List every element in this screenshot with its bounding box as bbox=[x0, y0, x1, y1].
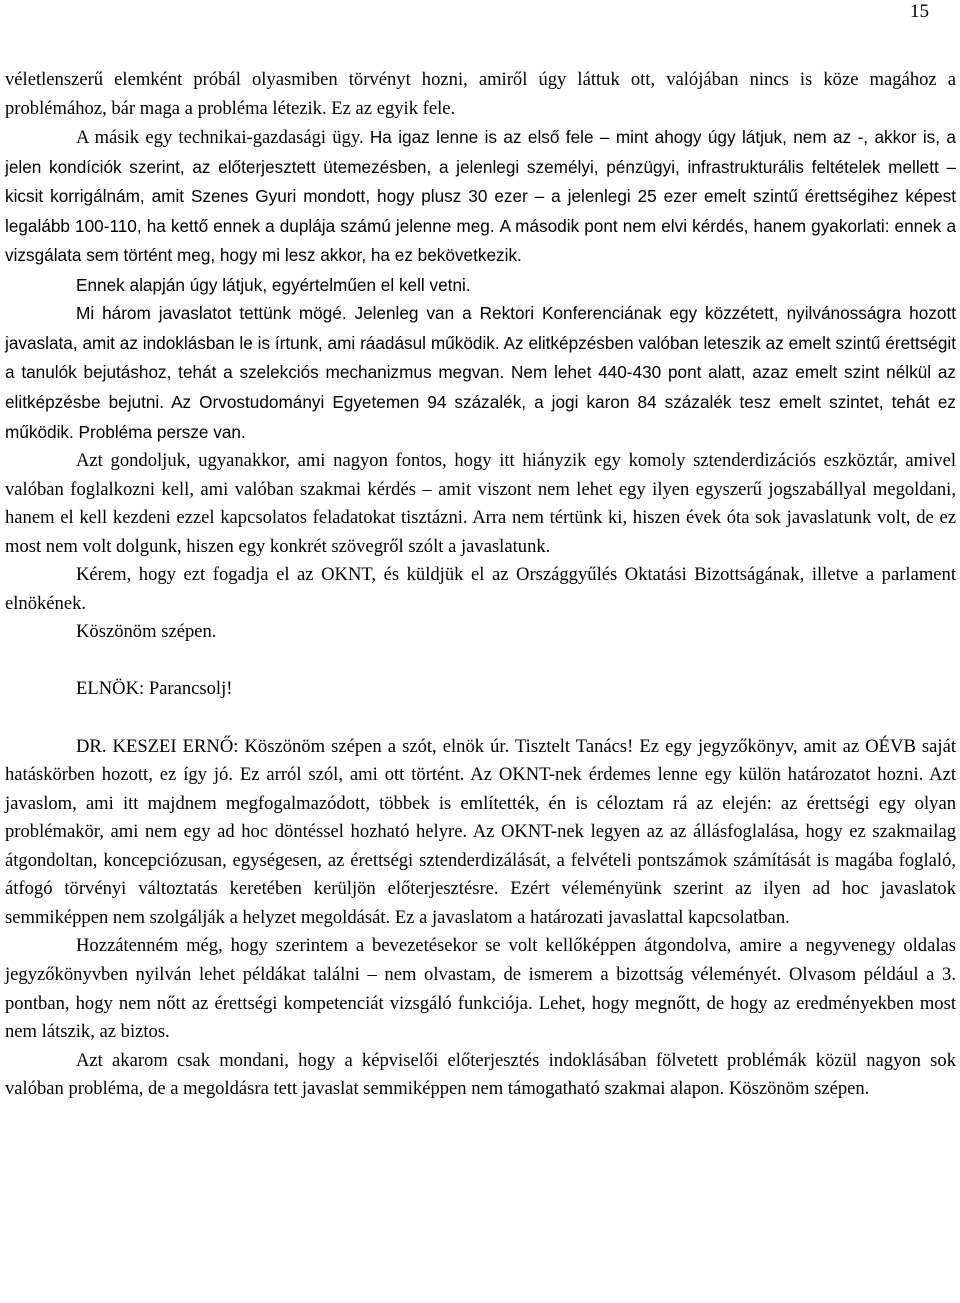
paragraph-part: A második pont nem elvi kérdés, hanem gyakorlati: ennek a vizsgálata sem történt meg, hogy mi lesz akkor, ha ez bekövetkezik. bbox=[5, 215, 956, 266]
paragraph bbox=[5, 123, 956, 271]
paragraph bbox=[5, 299, 956, 447]
paragraph: Azt gondoljuk, ugyanakkor, ami nagyon fontos, hogy itt hiányzik egy komoly sztenderdizációs eszköztár, amivel valóban foglalkozni kell, ami valóban szakmai kérdés – amit viszont nem lehet egy ilyen egyszerű jogszabállyal megoldani, hanem el kell kezdeni ezzel kapcsolatos feladatokat tisztázni. Arra nem tértünk ki, hiszen évek óta sok javaslatunk volt, de ez most nem volt dolgunk, hiszen egy konkrét szövegről szólt a javaslatunk. bbox=[5, 450, 956, 557]
paragraph-part: Jelenleg van a Rektori Konferenciának egy közzétett, nyilvánosságra hozott javaslata, amit az indoklásban le is írtunk, ami ráadásul működik. Az elitképzésben valóban leteszik az emelt szintű érettségit a tanulók bejutáshoz, tehát a szelekciós mechanizmus megvan. Nem lehet 440-430 pont alatt, azaz emelt szint nélkül az elitképzésbe bejutni. Az Orvostudományi Egyetemen 94 százalék, a jogi karon 84 százalék tesz emelt szintet, tehát ez működik. Probléma persze van. bbox=[5, 303, 956, 442]
paragraph-part: Ha igaz lenne is az első fele – mint ahogy úgy látjuk, nem az -, akkor is, a jelen kondíciók szerint, az előterjesztett ütemezésben, a jelenlegi személyi, pénzügyi, infrastrukturális feltételek mellett – kicsit korrigálnám, amit Szenes Gyuri mondott, hogy plusz 30 ezer – a jelenlegi 25 ezer emelt szintű érettségihez képest legalább 100-110, ha kettő ennek a duplája számú jelenne meg. bbox=[5, 127, 956, 236]
paragraph: Kérem, hogy ezt fogadja el az OKNT, és küldjük el az Országgyűlés Oktatási Bizottságának, illetve a parlament elnökének. bbox=[5, 564, 956, 614]
spacer bbox=[5, 647, 956, 676]
paragraph: ELNÖK: Parancsolj! bbox=[76, 678, 233, 700]
paragraph: Ennek alapján úgy látjuk, egyértelműen el kell vetni. bbox=[76, 274, 471, 295]
paragraph: Köszönöm szépen. bbox=[76, 621, 217, 643]
paragraph-part: A másik egy technikai-gazdasági ügy. bbox=[76, 127, 364, 149]
paragraph: véletlenszerű elemként próbál olyasmiben törvényt hozni, amiről úgy láttuk ott, valójában nincs is köze magához a problémához, bár maga a probléma létezik. Ez az egyik fele. bbox=[5, 69, 956, 119]
page-number: 15 bbox=[910, 1, 929, 22]
paragraph: Azt akarom csak mondani, hogy a képviselői előterjesztés indoklásában fölvetett problémák közül nagyon sok valóban probléma, de a megoldásra tett javaslat semmiképpen nem támogatható szakmai alapon. Köszönöm szépen. bbox=[5, 1049, 956, 1100]
document-body bbox=[5, 66, 956, 1104]
paragraph: DR. KESZEI ERNŐ: Köszönöm szépen a szót, elnök úr. Tisztelt Tanács! Ez egy jegyzőkönyv, amit az OÉVB saját hatáskörben hozott, ez így jó. Ez arról szól, ami ott történt. Az OKNT-nek érdemes lenne egy külön határozatot hozni. Azt javaslom, ami itt majdnem megfogalmazódott, többek is említették, én is céloztam rá az elején: az érettségi egy olyan problémakör, ami nem egy ad hoc döntéssel hozható helyre. Az OKNT-nek legyen az az állásfoglalása, hogy ez szakmailag átgondoltan, koncepciózusan, egységesen, az érettségi sztenderdizálását, a felvételi pontszámok számítását is magába foglaló, átfogó törvényi változtatás keretében kerüljön előterjesztésre. Ezért véleményünk szerint az ilyen ad hoc javaslatok semmiképpen nem szolgálják a helyzet megoldását. Ez a javaslatom a határozati javaslattal kapcsolatban. bbox=[5, 735, 956, 928]
paragraph-part: Mi három javaslatot tettünk mögé. bbox=[76, 303, 347, 324]
spacer bbox=[5, 704, 956, 733]
paragraph: Hozzátenném még, hogy szerintem a bevezetésekor se volt kellőképpen átgondolva, amire a negyvenegy oldalas jegyzőkönyvben nyilván lehet példákat találni – nem olvastam, de ismerem a bizottság véleményét. Olvasom például a 3. pontban, hogy nem nőtt az érettségi kompetenciát vizsgáló funkciója. Lehet, hogy megnőtt, de hogy az eredményekben most nem látszik, az biztos. bbox=[5, 935, 956, 1043]
